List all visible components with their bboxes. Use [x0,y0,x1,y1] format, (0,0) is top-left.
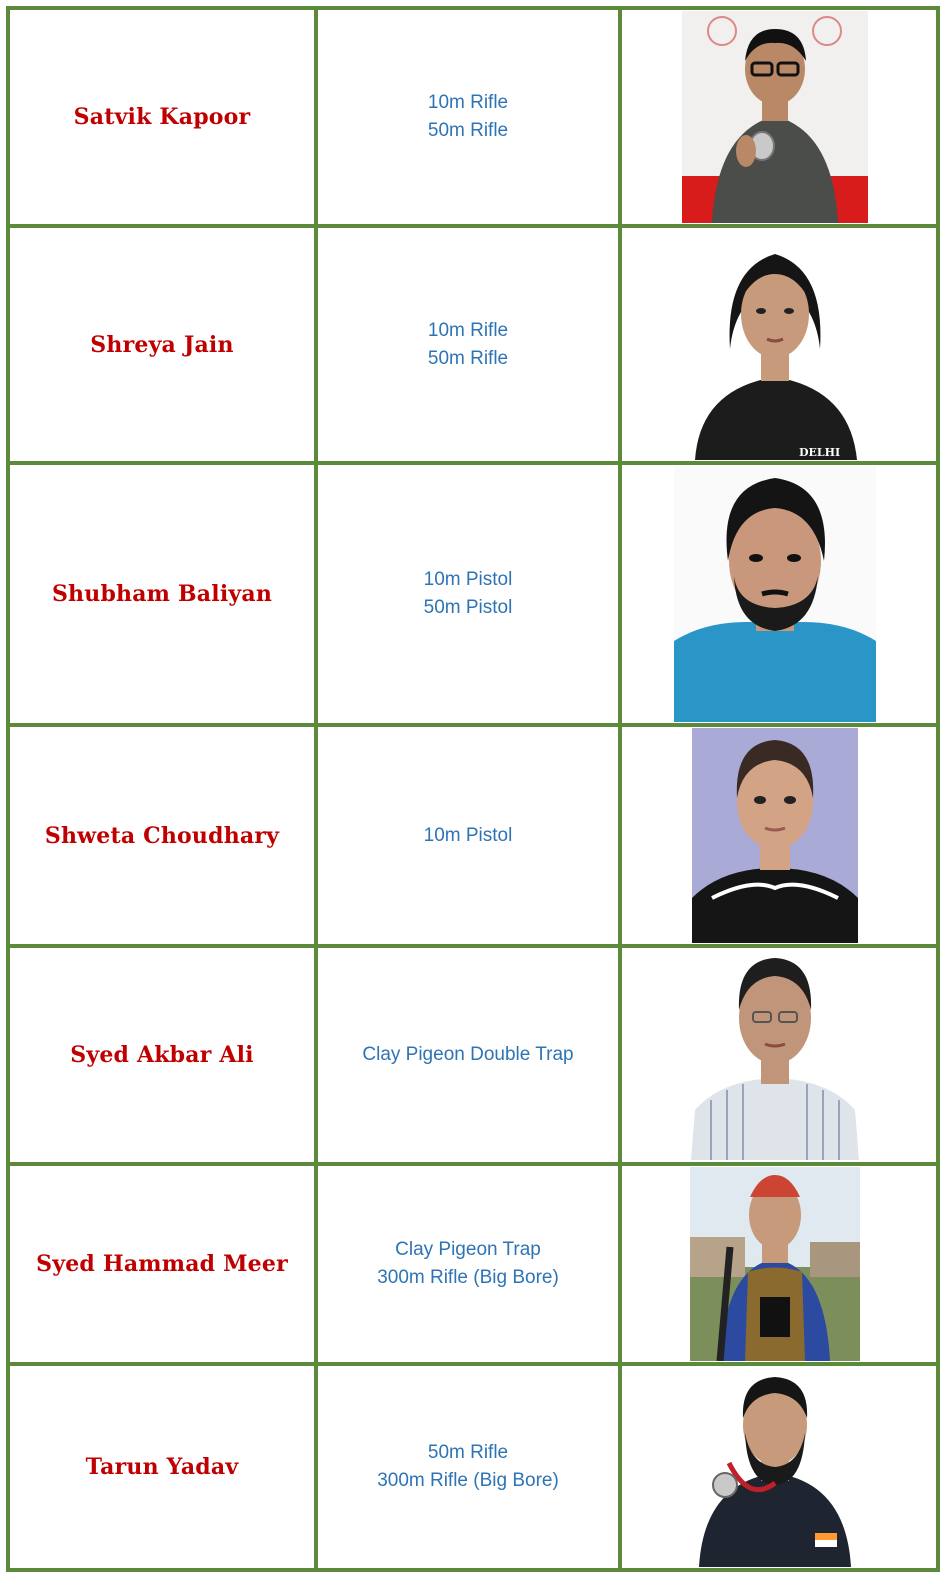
athlete-portrait-icon [692,728,858,943]
athlete-portrait-icon [685,229,865,460]
table-row [10,1166,936,1366]
event-label: 10m Rifle [427,92,509,113]
athlete-events [377,1439,559,1495]
event-label: 50m Pistol [423,597,513,618]
athlete-portrait-icon [691,950,859,1160]
athlete-name-cell [10,1166,318,1362]
athlete-events-cell [318,465,622,723]
table-row [10,465,936,727]
table-row [10,10,936,228]
athlete-events-cell [318,1166,622,1362]
event-label: 50m Rifle [427,1442,509,1463]
event-label: 10m Pistol [423,569,513,590]
event-label: 300m Rifle (Big Bore) [377,1267,559,1288]
table-row [10,727,936,948]
athlete-photo [682,11,868,223]
event-label: 10m Rifle [427,319,509,341]
table-row [10,228,936,465]
athlete-name: Tarun Yadav [85,1454,239,1480]
athlete-events [377,1236,559,1292]
athlete-name-cell [10,228,318,461]
athlete-portrait-icon [674,466,876,722]
athlete-photo-cell [622,1166,936,1362]
athlete-photo-cell [622,10,936,224]
athlete-photo [691,950,859,1160]
athlete-events-cell [318,10,622,224]
athlete-events [428,317,508,373]
athlete-events [424,822,513,850]
event-label: 50m Rifle [427,347,509,369]
athlete-name-cell [10,727,318,944]
athlete-events-cell [318,1366,622,1568]
athlete-photo [689,1373,861,1567]
athlete-photo [674,466,876,722]
athlete-photo-cell [622,1366,936,1568]
athlete-name: Syed Akbar Ali [70,1042,254,1068]
photo-jersey-text: DELHI [799,446,841,459]
athlete-events-cell [318,727,622,944]
athlete-events [424,566,513,622]
athlete-name: Syed Hammad Meer [36,1251,288,1277]
athlete-name: Satvik Kapoor [73,104,251,130]
athletes-table [6,6,940,1572]
event-label: Clay Pigeon Trap [395,1239,541,1260]
event-label: 300m Rifle (Big Bore) [377,1470,559,1491]
athlete-name-cell [10,10,318,224]
athlete-photo-cell [622,465,936,723]
athlete-portrait-icon [682,11,868,223]
athlete-name: Shweta Choudhary [44,822,280,849]
athlete-photo [685,229,865,460]
athlete-portrait-icon [689,1373,861,1567]
table-row [10,948,936,1166]
athlete-name-cell [10,1366,318,1568]
athlete-name: Shreya Jain [90,331,234,358]
athlete-name-cell [10,465,318,723]
athlete-events [362,1041,573,1069]
athlete-photo-cell [622,727,936,944]
athlete-portrait-icon [690,1167,860,1361]
table-row [10,1366,936,1568]
athlete-events-cell [318,228,622,461]
athlete-photo [690,1167,860,1361]
athlete-photo-cell [622,948,936,1162]
event-label: 10m Pistol [423,824,513,846]
athlete-events-cell [318,948,622,1162]
event-label: 50m Rifle [427,120,509,141]
athlete-name-cell [10,948,318,1162]
athlete-name: Shubham Baliyan [51,581,273,607]
event-label: Clay Pigeon Double Trap [362,1044,574,1065]
athlete-photo-cell [622,228,936,461]
athlete-events [428,89,508,145]
athlete-photo [692,728,858,943]
